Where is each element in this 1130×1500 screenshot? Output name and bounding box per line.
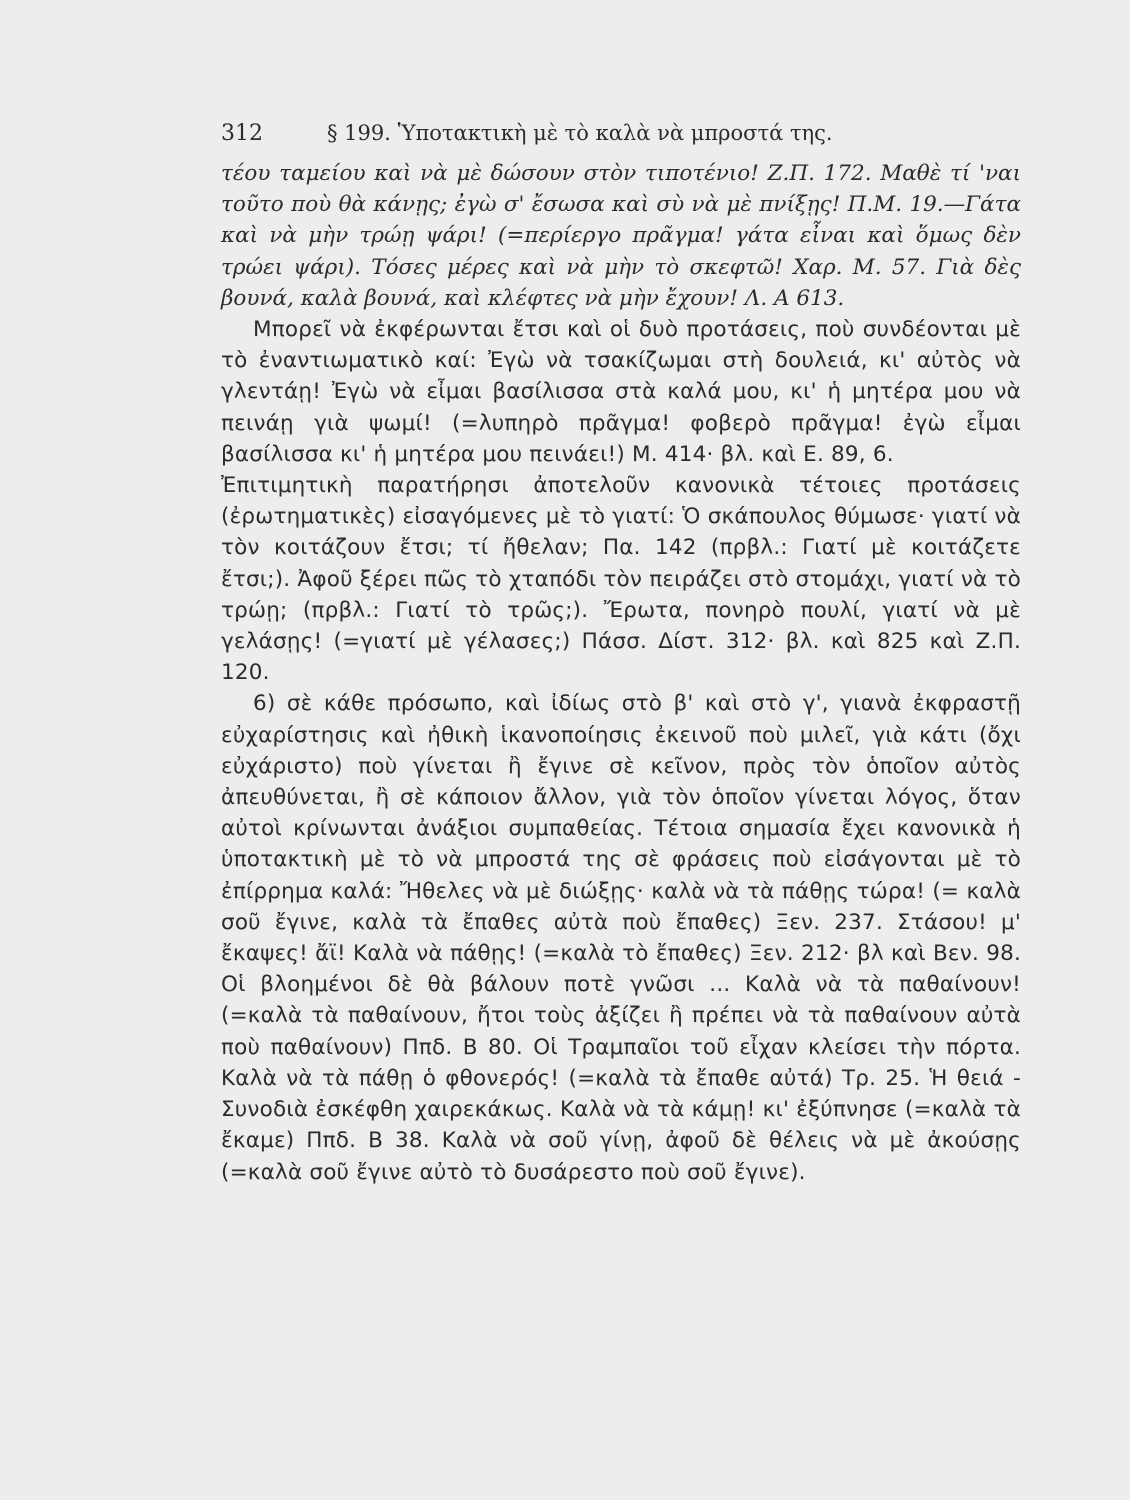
paragraph-reproach: Ἐπιτιμητικὴ παρατήρησι ἀποτελοῦν κανονικὰ τέτοιες προτάσεις (ἐρωτηματικὲς) εἰσαγόμενες μὲ τὸ γιατί: Ὁ σκάπουλος θύμωσε· γιατί νὰ τὸν κοιτάζουν ἔτσι; τί ἤθελαν; Πα. 142 (πρβλ.: Γιατί μὲ κοιτάζετε ἔτσι;). Ἀφοῦ ξέρει πῶς τὸ χταπόδι τὸν πειράζει στὸ στομάχι, γιατί νὰ τὸ τρώῃ; (πρβλ.: Γιατί τὸ τρῶς;). Ἔρωτα, πονηρὸ πουλί, γιατί νὰ μὲ γελάσῃς! (=γιατί μὲ γέλασες;) Πάσσ. Δίστ. 312· βλ. καὶ 825 καὶ Ζ.Π. 120. xyxy=(221,473,1021,686)
running-title: § 199. Ὑποτακτικὴ μὲ τὸ καλὰ νὰ μπροστά της. xyxy=(327,121,833,145)
page-body xyxy=(221,158,1021,1188)
paragraph-continuation: τέου ταμείου καὶ νὰ μὲ δώσουν στὸν τιποτένιο! Ζ.Π. 172. Μαθὲ τί 'ναι τοῦτο ποὺ θὰ κάνῃς; ἐγὼ σ' ἔσωσα καὶ σὺ νὰ μὲ πνίξῃς! Π.Μ. 19.—Γάτα καὶ νὰ μὴν τρώῃ ψάρι! (=περίεργο πρᾶγμα! γάτα εἶναι καὶ ὅμως δὲν τρώει ψάρι). Τόσες μέρες καὶ νὰ μὴν τὸ σκεφτῶ! Χαρ. Μ. 57. Γιὰ δὲς βουνά, καλὰ βουνά, καὶ κλέφτες νὰ μὴν ἔχουν! Λ. Α 613. xyxy=(221,161,1021,311)
page-number: 312 xyxy=(221,121,263,146)
paragraph-adversative: Μπορεῖ νὰ ἐκφέρωνται ἔτσι καὶ οἱ δυὸ προτάσεις, ποὺ συνδέονται μὲ τὸ ἐναντιωματικὸ καί: Ἐγὼ νὰ τσακίζωμαι στὴ δουλειά, κι' αὐτὸς νὰ γλεντάῃ! Ἐγὼ νὰ εἶμαι βασίλισσα στὰ καλά μου, κι' ἡ μητέρα μου νὰ πεινάῃ γιὰ ψωμί! (=λυπηρὸ πρᾶγμα! φοβερὸ πρᾶγμα! ἐγὼ εἶμαι βασίλισσα κι' ἡ μητέρα μου πεινάει!) Μ. 414· βλ. καὶ Ε. 89, 6. xyxy=(221,317,1021,467)
page-header xyxy=(221,120,1021,147)
paragraph-section-6: 6) σὲ κάθε πρόσωπο, καὶ ἰδίως στὸ β' καὶ στὸ γ', γιανὰ ἐκφραστῇ εὐχαρίστησις καὶ ἠθικὴ ἱκανοποίησις ἐκεινοῦ ποὺ μιλεῖ, γιὰ κάτι (ὄχι εὐχάριστο) ποὺ γίνεται ἢ ἔγινε σὲ κεῖνον, πρὸς τὸν ὁποῖον αὐτὸς ἀπευθύνεται, ἢ σὲ κάποιον ἄλλον, γιὰ τὸν ὁποῖον γίνεται λόγος, ὅταν αὐτοὶ κρίνωνται ἀνάξιοι συμπαθείας. Τέτοια σημασία ἔχει κανονικὰ ἡ ὑποτακτικὴ μὲ τὸ νὰ μπροστά της σὲ φράσεις ποὺ εἰσάγονται μὲ τὸ ἐπίρρημα καλά: Ἤθελες νὰ μὲ διώξῃς· καλὰ νὰ τὰ πάθῃς τώρα! (= καλὰ σοῦ ἔγινε, καλὰ τὰ ἔπαθες αὐτὰ ποὺ ἔπαθες) Ξεν. 237. Στάσου! μ' ἔκαψες! ἄϊ! Καλὰ νὰ πάθῃς! (=καλὰ τὸ ἔπαθες) Ξεν. 212· βλ καὶ Βεν. 98. Οἱ βλοημένοι δὲ θὰ βάλουν ποτὲ γνῶσι ... Καλὰ νὰ τὰ παθαίνουν! (=καλὰ τὰ παθαίνουν, ἤτοι τοὺς ἀξίζει ἢ πρέπει νὰ τὰ παθαίνουν αὐτὰ ποὺ παθαίνουν) Ππδ. Β 80. Οἱ Τραμπαῖοι τοῦ εἶχαν κλείσει τὴν πόρτα. Καλὰ νὰ τὰ πάθῃ ὁ φθονερός! (=καλὰ τὰ ἔπαθε αὐτά) Τρ. 25. Ἡ θειά - Συνοδιὰ ἐσκέφθη χαιρεκάκως. Καλὰ νὰ τὰ κάμῃ! κι' ἐξύπνησε (=καλὰ τὰ ἔκαμε) Ππδ. Β 38. Καλὰ νὰ σοῦ γίνῃ, ἀφοῦ δὲ θέλεις νὰ μὲ ἀκούσῃς (=καλὰ σοῦ ἔγινε αὐτὸ τὸ δυσάρεστο ποὺ σοῦ ἔγινε). xyxy=(221,691,1021,1185)
